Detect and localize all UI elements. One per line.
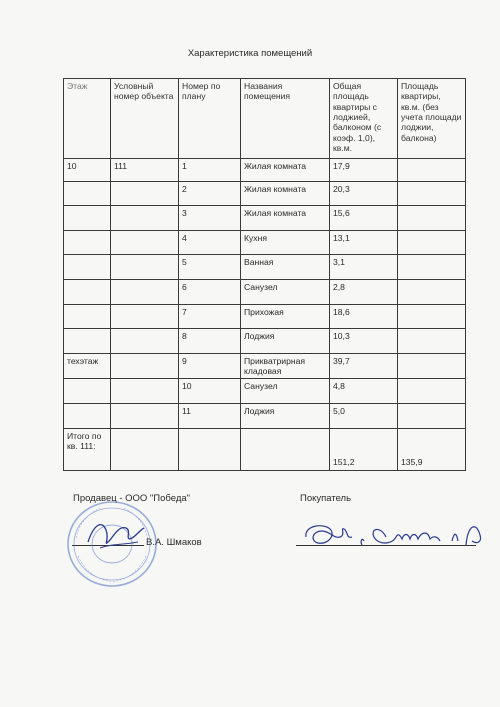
cell-total: 2,8 bbox=[330, 279, 398, 304]
cell-name: Прикватрирная кладовая bbox=[241, 353, 330, 379]
cell-floor bbox=[64, 181, 111, 206]
table-row bbox=[64, 379, 466, 404]
cell-floor bbox=[64, 304, 111, 329]
cell-plan: 7 bbox=[179, 304, 241, 329]
seller-label: Продавец - ООО "Победа" bbox=[73, 493, 191, 504]
cell-floor bbox=[64, 230, 111, 255]
header-apartment-area: Площадь квартиры, кв.м. (без учета площади лоджии, балкона) bbox=[398, 79, 466, 159]
cell-plan: 5 bbox=[179, 255, 241, 280]
cell-object bbox=[111, 230, 179, 255]
table-row bbox=[64, 279, 466, 304]
cell-object bbox=[111, 255, 179, 280]
cell-plan: 10 bbox=[179, 379, 241, 404]
cell-total: 39,7 bbox=[330, 353, 398, 379]
table-row bbox=[64, 159, 466, 182]
cell-plan: 11 bbox=[179, 403, 241, 428]
header-total-area: Общая площадь квартиры с лоджией, балконом (с коэф. 1,0), кв.м. bbox=[330, 79, 398, 159]
cell-object bbox=[111, 279, 179, 304]
cell-name: Лоджия bbox=[241, 403, 330, 428]
cell-object bbox=[111, 304, 179, 329]
rooms-table bbox=[63, 78, 466, 471]
cell-object bbox=[111, 353, 179, 379]
cell-floor bbox=[64, 279, 111, 304]
page-title: Характеристика помещений bbox=[187, 48, 313, 59]
buyer-label: Покупатель bbox=[300, 493, 352, 504]
cell-area bbox=[398, 230, 466, 255]
table-row bbox=[64, 181, 466, 206]
cell-plan: 8 bbox=[179, 329, 241, 354]
cell-name: Кухня bbox=[241, 230, 330, 255]
cell-total: 20,3 bbox=[330, 181, 398, 206]
total-label: Итого по кв. 111: bbox=[64, 428, 111, 470]
cell-total: 5,0 bbox=[330, 403, 398, 428]
cell-total: 18,6 bbox=[330, 304, 398, 329]
cell-total: 17,9 bbox=[330, 159, 398, 182]
cell-area bbox=[398, 403, 466, 428]
table-header-row bbox=[64, 79, 466, 159]
cell-area bbox=[398, 255, 466, 280]
cell-object bbox=[111, 329, 179, 354]
cell-plan: 4 bbox=[179, 230, 241, 255]
buyer-signature-line bbox=[296, 545, 476, 546]
cell-area bbox=[398, 159, 466, 182]
cell-floor: техэтаж bbox=[64, 353, 111, 379]
cell-plan: 6 bbox=[179, 279, 241, 304]
cell-floor bbox=[64, 329, 111, 354]
cell-object bbox=[111, 379, 179, 404]
total-empty-cell bbox=[241, 428, 330, 470]
cell-name: Жилая комната bbox=[241, 159, 330, 182]
table-row bbox=[64, 403, 466, 428]
table-row bbox=[64, 304, 466, 329]
cell-area bbox=[398, 304, 466, 329]
cell-area bbox=[398, 379, 466, 404]
cell-area bbox=[398, 279, 466, 304]
seller-signature-line bbox=[72, 545, 144, 546]
header-plan-number: Номер по плану bbox=[179, 79, 241, 159]
cell-floor bbox=[64, 206, 111, 231]
table-row bbox=[64, 353, 466, 379]
seller-name: В.А. Шмаков bbox=[146, 537, 202, 548]
total-row bbox=[64, 428, 466, 470]
cell-area bbox=[398, 181, 466, 206]
cell-plan: 9 bbox=[179, 353, 241, 379]
total-apartment-area: 135,9 bbox=[398, 428, 466, 470]
cell-total: 3,1 bbox=[330, 255, 398, 280]
seller-signature bbox=[80, 512, 150, 557]
cell-total: 10,3 bbox=[330, 329, 398, 354]
cell-area bbox=[398, 206, 466, 231]
cell-total: 15,6 bbox=[330, 206, 398, 231]
table-row bbox=[64, 230, 466, 255]
header-floor: Этаж bbox=[64, 79, 111, 159]
cell-floor bbox=[64, 255, 111, 280]
total-area-with-loggia: 151,2 bbox=[330, 428, 398, 470]
cell-name: Жилая комната bbox=[241, 181, 330, 206]
cell-total: 13,1 bbox=[330, 230, 398, 255]
header-object-number: Условный номер объекта bbox=[111, 79, 179, 159]
cell-plan: 2 bbox=[179, 181, 241, 206]
cell-plan: 3 bbox=[179, 206, 241, 231]
cell-floor bbox=[64, 403, 111, 428]
cell-area bbox=[398, 329, 466, 354]
cell-floor bbox=[64, 379, 111, 404]
company-seal-stamp bbox=[62, 498, 162, 590]
cell-object bbox=[111, 181, 179, 206]
cell-object bbox=[111, 206, 179, 231]
table-row bbox=[64, 206, 466, 231]
cell-area bbox=[398, 353, 466, 379]
table-row bbox=[64, 255, 466, 280]
buyer-signature bbox=[300, 515, 490, 555]
cell-plan: 1 bbox=[179, 159, 241, 182]
cell-name: Санузел bbox=[241, 279, 330, 304]
cell-floor: 10 bbox=[64, 159, 111, 182]
cell-object: 111 bbox=[111, 159, 179, 182]
cell-total: 4,8 bbox=[330, 379, 398, 404]
total-empty-cell bbox=[179, 428, 241, 470]
total-empty-cell bbox=[111, 428, 179, 470]
cell-name: Ванная bbox=[241, 255, 330, 280]
cell-name: Лоджия bbox=[241, 329, 330, 354]
header-room-name: Названия помещения bbox=[241, 79, 330, 159]
cell-name: Прихожая bbox=[241, 304, 330, 329]
cell-name: Санузел bbox=[241, 379, 330, 404]
cell-name: Жилая комната bbox=[241, 206, 330, 231]
cell-object bbox=[111, 403, 179, 428]
table-row bbox=[64, 329, 466, 354]
